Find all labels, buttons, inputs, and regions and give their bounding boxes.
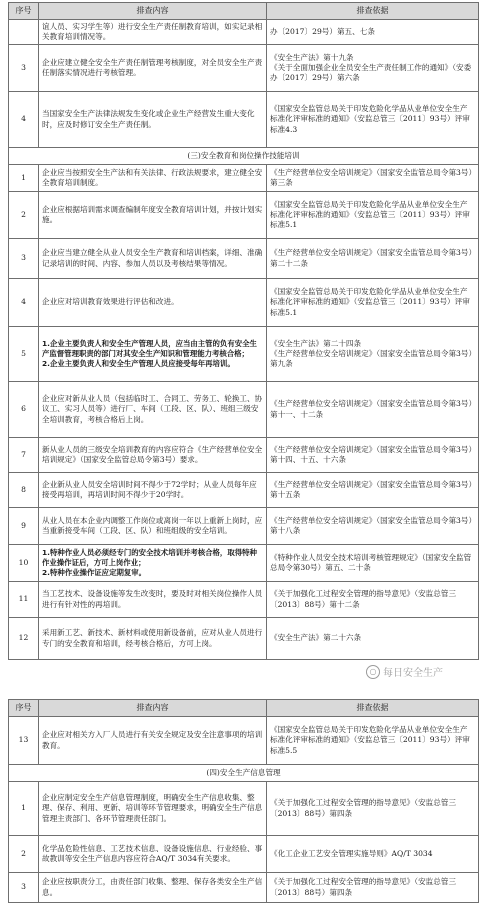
header-basis: 排查依据 bbox=[267, 3, 479, 20]
row-basis: 《特种作业人员安全技术培训考核管理规定》（国家安全监管总局令第30号）第五、二十条 bbox=[267, 545, 479, 582]
row-number: 6 bbox=[9, 382, 39, 438]
row-content: 企业应当按照安全生产法和有关法律、行政法规要求，建立健全安全教育培训制度。 bbox=[39, 165, 267, 192]
table-row bbox=[9, 782, 479, 836]
header-content: 排查内容 bbox=[39, 3, 267, 20]
checklist-table-2 bbox=[8, 699, 479, 903]
table-row bbox=[9, 279, 479, 327]
table-row bbox=[9, 45, 479, 92]
row-basis: 《安全生产法》第二十六条 bbox=[267, 618, 479, 660]
row-basis: 《关于加强化工过程安全管理的指导意见》（安监总管三〔2013〕88号）第四条 bbox=[267, 782, 479, 836]
row-content: 企业应对相关方入厂人员进行有关安全规定及安全注意事项的培训教育。 bbox=[39, 717, 267, 765]
row-number: 2 bbox=[9, 836, 39, 873]
row-content: 当工艺技术、设备设施等发生改变时，要及时对相关岗位操作人员进行有针对性的再培训。 bbox=[39, 582, 267, 618]
row-basis: 《关于加强化工过程安全管理的指导意见》（安监总管三〔2013〕88号）第十二条 bbox=[267, 582, 479, 618]
row-number: 10 bbox=[9, 545, 39, 582]
row-basis: 《生产经营单位安全培训规定》（国家安全监管总局令第3号）第三条 bbox=[267, 165, 479, 192]
row-number: 9 bbox=[9, 508, 39, 545]
table-row bbox=[9, 873, 479, 903]
checklist-table-1 bbox=[8, 2, 479, 660]
section-title: (三)安全教育和岗位操作技能培训 bbox=[9, 148, 479, 165]
row-basis: 《生产经营单位安全培训规定》（国家安全监管总局令第3号）第十一、十二条 bbox=[267, 382, 479, 438]
table-row bbox=[9, 165, 479, 192]
table-row bbox=[9, 836, 479, 873]
table-row bbox=[9, 582, 479, 618]
table-row bbox=[9, 20, 479, 45]
row-content: 从业人员在本企业内调整工作岗位或离岗一年以上重新上岗时，应当重新接受车间（工段、区、队）和班组级的安全培训。 bbox=[39, 508, 267, 545]
table-header-row bbox=[9, 3, 479, 20]
row-basis: 《生产经营单位安全培训规定》（国家安全监管总局令第3号）第十四、十五、十六条 bbox=[267, 438, 479, 473]
row-basis: 《生产经营单位安全培训规定》（国家安全监管总局令第3号）第十八条 bbox=[267, 508, 479, 545]
row-content: 企业应按职责分工，由责任部门收集、整理、保存各类安全生产信息。 bbox=[39, 873, 267, 903]
row-number: 1 bbox=[9, 165, 39, 192]
row-number: 3 bbox=[9, 239, 39, 279]
row-content: 企业应当建立健全从业人员安全生产教育和培训档案，详细、准确记录培训的时间、内容、参加人员以及考核结果等情况。 bbox=[39, 239, 267, 279]
row-content: 1.企业主要负责人和安全生产管理人员，应当由主管的负有安全生产监督管理职责的部门对其安全生产知识和管理能力考核合格； 2.企业主要负责人和安全生产管理人员应接受每年再培训。 bbox=[39, 327, 267, 382]
table-row bbox=[9, 382, 479, 438]
row-number: 1 bbox=[9, 782, 39, 836]
table-row bbox=[9, 192, 479, 239]
row-number: 3 bbox=[9, 873, 39, 903]
row-content: 企业应对培训教育效果进行评估和改进。 bbox=[39, 279, 267, 327]
row-basis: 《化工企业工艺安全管理实施导则》AQ/T 3034 bbox=[267, 836, 479, 873]
row-number: 4 bbox=[9, 92, 39, 148]
table-row bbox=[9, 92, 479, 148]
row-number: 5 bbox=[9, 327, 39, 382]
row-number: 8 bbox=[9, 473, 39, 508]
row-basis: 《安全生产法》第十九条 《关于全面加强企业全员安全生产责任制工作的通知》（安委办〔2017〕29号）第六条 bbox=[267, 45, 479, 92]
row-number: 11 bbox=[9, 582, 39, 618]
row-number: 3 bbox=[9, 45, 39, 92]
section-row bbox=[9, 148, 479, 165]
row-number: 4 bbox=[9, 279, 39, 327]
row-content: 谊人员、实习学生等）进行安全生产责任制教育培训，如实记录相关教育培训情况等。 bbox=[39, 20, 267, 45]
row-basis: 《国家安全监管总局关于印发危险化学品从业单位安全生产标准化评审标准的通知》（安监总管三〔2011〕93号）评审标准4.3 bbox=[267, 92, 479, 148]
row-content: 当国家安全生产法律法规发生变化或企业生产经营发生重大变化时，应及时修订安全生产责任制。 bbox=[39, 92, 267, 148]
row-basis: 《国家安全监管总局关于印发危险化学品从业单位安全生产标准化评审标准的通知》（安监总管三〔2011〕93号）评审标准5.1 bbox=[267, 279, 479, 327]
watermark bbox=[366, 664, 443, 679]
page-gap bbox=[0, 688, 486, 699]
row-content: 新从业人员的三级安全培训教育的内容应符合《生产经营单位安全培训规定》（国家安全监管总局令第3号）要求。 bbox=[39, 438, 267, 473]
row-basis: 《国家安全监管总局关于印发危险化学品从业单位安全生产标准化评审标准的通知》（安监总管三〔2011〕93号）评审标准5.1 bbox=[267, 192, 479, 239]
row-basis: 《生产经营单位安全培训规定》（国家安全监管总局令第3号）第二十二条 bbox=[267, 239, 479, 279]
header-basis: 排查依据 bbox=[267, 700, 479, 717]
row-basis: 办〔2017〕29号）第五、七条 bbox=[267, 20, 479, 45]
table-row bbox=[9, 327, 479, 382]
table-row bbox=[9, 473, 479, 508]
row-content: 化学品危险性信息、工艺技术信息、设备设施信息、行业经验、事故教训等安全生产信息内容应符合AQ/T 3034有关要求。 bbox=[39, 836, 267, 873]
row-content: 采用新工艺、新技术、新材料或使用新设备前，应对从业人员进行专门的安全教育和培训，经考核合格后，方可上岗。 bbox=[39, 618, 267, 660]
table-row bbox=[9, 239, 479, 279]
row-basis: 《关于加强化工过程安全管理的指导意见》（安监总管三〔2013〕88号）第四条 bbox=[267, 873, 479, 903]
row-number bbox=[9, 20, 39, 45]
row-basis: 《安全生产法》第二十四条 《生产经营单位安全培训规定》（国家安全监管总局令第3号）第九条 bbox=[267, 327, 479, 382]
wechat-icon: ○ bbox=[366, 665, 380, 679]
row-content: 企业新从业人员安全培训时间不得少于72学时；从业人员每年应接受再培训，再培训时间不得少于20学时。 bbox=[39, 473, 267, 508]
row-content: 企业应建立健全安全生产责任制管理考核制度，对全员安全生产责任制落实情况进行考核管理。 bbox=[39, 45, 267, 92]
table-row bbox=[9, 508, 479, 545]
table-row bbox=[9, 438, 479, 473]
row-number: 7 bbox=[9, 438, 39, 473]
table-row bbox=[9, 545, 479, 582]
row-number: 13 bbox=[9, 717, 39, 765]
header-content: 排查内容 bbox=[39, 700, 267, 717]
row-basis: 《生产经营单位安全培训规定》（国家安全监管总局令第3号）第十五条 bbox=[267, 473, 479, 508]
row-number: 12 bbox=[9, 618, 39, 660]
watermark-text: 每日安全生产 bbox=[383, 668, 443, 679]
row-content: 企业应制定安全生产信息管理制度，明确安全生产信息收集、整理、保存、利用、更新、培训等环节管理要求，明确安全生产信息管理主责部门、各环节管理责任部门。 bbox=[39, 782, 267, 836]
row-basis: 《国家安全监管总局关于印发危险化学品从业单位安全生产标准化评审标准的通知》（安监总管三〔2011〕93号）评审标准5.5 bbox=[267, 717, 479, 765]
header-no: 序号 bbox=[9, 700, 39, 717]
header-no: 序号 bbox=[9, 3, 39, 20]
row-content: 企业应根据培训需求调查编制年度安全教育培训计划，并按计划实施。 bbox=[39, 192, 267, 239]
row-content: 企业应对新从业人员（包括临时工、合同工、劳务工、轮换工、协议工、实习人员等）进行厂、车间（工段、区、队）、班组三级安全培训教育，考核合格后上岗。 bbox=[39, 382, 267, 438]
row-number: 2 bbox=[9, 192, 39, 239]
section-title: (四)安全生产信息管理 bbox=[9, 765, 479, 782]
table-header-row bbox=[9, 700, 479, 717]
row-content: 1.特种作业人员必须经专门的安全技术培训并考核合格，取得特种作业操作证后，方可上岗作业； 2.特种作业操作证应定期复审。 bbox=[39, 545, 267, 582]
section-row bbox=[9, 765, 479, 782]
table-row bbox=[9, 618, 479, 660]
table-row bbox=[9, 717, 479, 765]
